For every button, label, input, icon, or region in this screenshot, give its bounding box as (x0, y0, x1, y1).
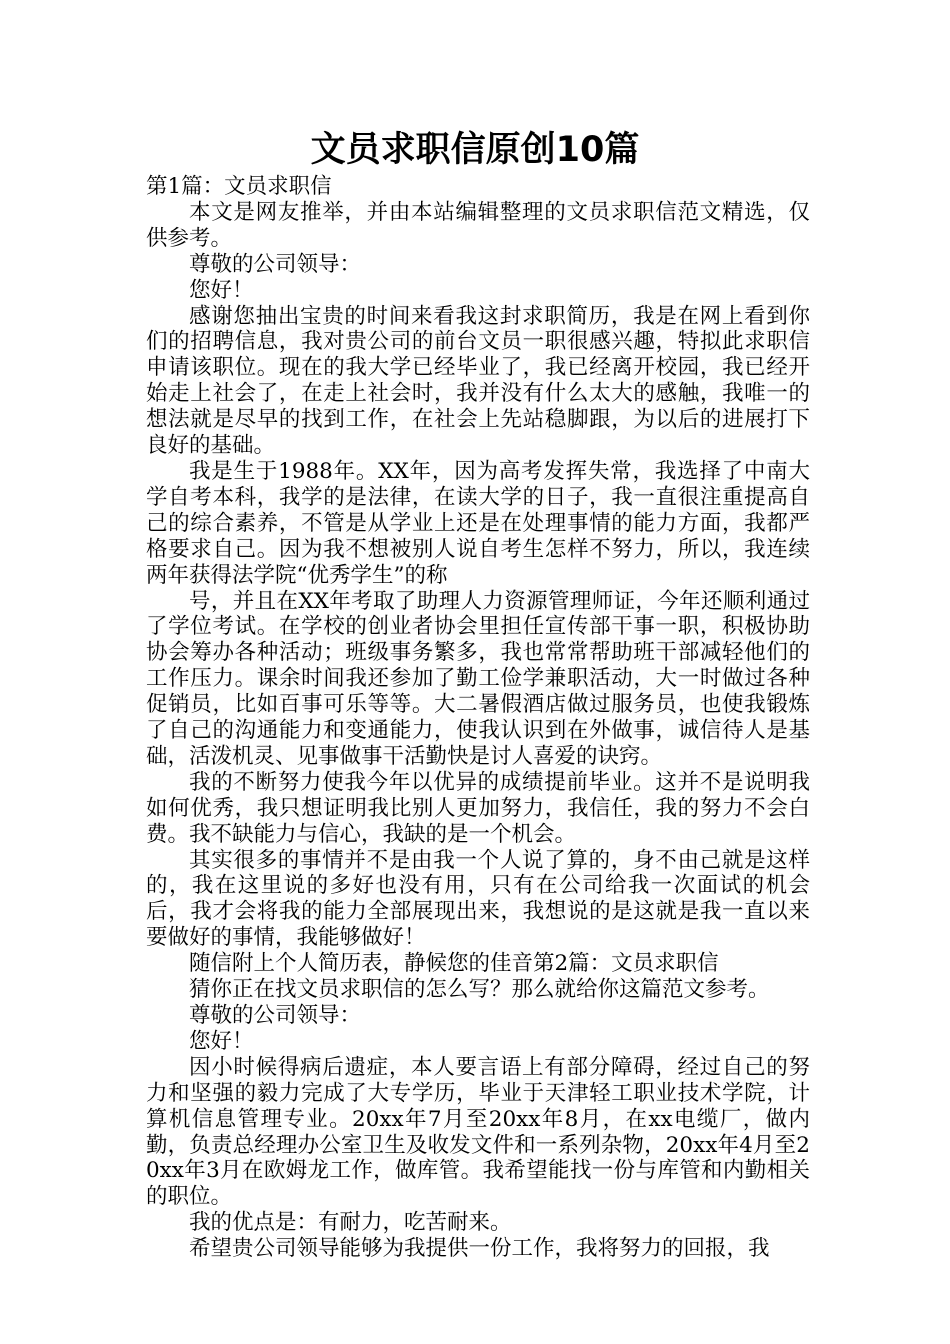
salutation: 尊敬的公司领导： (189, 1003, 362, 1028)
paragraph: 我的不断努力使我今年以优异的成绩提前毕业。这并不是说明我如何优秀，我只想证明我比别人更加努力，我信任，我的努力不会白费。我不缺能力与信心，我缺的是一个机会。 (146, 769, 810, 847)
paragraph: 因小时候得病后遗症，本人要言语上有部分障碍，经过自己的努力和坚强的毅力完成了大专学历，毕业于天津轻工职业技术学院，计算机信息管理专业。20xx年7月至20xx年8月，在xx电缆厂，做内勤，负责总经理办公室卫生及收发文件和一系列杂物，20xx年4月至20xx年3月在欧姆龙工作，做库管。我希望能找一份与库管和内勤相关的职位。 (146, 1054, 810, 1210)
paragraph: 猜你正在找文员求职信的怎么写？那么就给你这篇范文参考。 (189, 977, 770, 1003)
greeting: 您好！ (189, 1028, 254, 1054)
paragraph: 我是生于1988年。XX年，因为高考发挥失常，我选择了中南大学自考本科，我学的是法律，在读大学的日子，我一直很注重提高自己的综合素养，不管是从学业上还是在处理事情的能力方面，我都严格要求自己。因为我不想被别人说自考生怎样不努力，所以，我连续两年获得法学院“优秀学生”的称 (146, 458, 810, 588)
section-heading: 第1篇：文员求职信 (146, 174, 332, 199)
paragraph: 本文是网友推举，并由本站编辑整理的文员求职信范文精选，仅供参考。 (146, 199, 810, 251)
paragraph: 感谢您抽出宝贵的时间来看我这封求职简历，我是在网上看到你们的招聘信息，我对贵公司的前台文员一职很感兴趣，特拟此求职信申请该职位。现在的我大学已经毕业了，我已经离开校园，我已经开始走上社会了，在走上社会时，我并没有什么太大的感触，我唯一的想法就是尽早的找到工作，在社会上先站稳脚跟，为以后的进展打下良好的基础。 (146, 303, 810, 459)
paragraph: 随信附上个人简历表，静候您的佳音第2篇：文员求职信 (189, 951, 719, 977)
document-body (146, 174, 810, 1262)
paragraph: 号，并且在XX年考取了助理人力资源管理师证，今年还顺利通过了学位考试。在学校的创业者协会里担任宣传部干事一职，积极协助协会筹办各种活动；班级事务繁多，我也常常帮助班干部减轻他们的工作压力。课余时间我还参加了勤工俭学兼职活动，大一时做过各种促销员，比如百事可乐等等。大二暑假酒店做过服务员，也使我锻炼了自己的沟通能力和变通能力，使我认识到在外做事，诚信待人是基础，活泼机灵、见事做事干活勤快是讨人喜爱的诀窍。 (146, 588, 810, 769)
paragraph: 我的优点是：有耐力，吃苦耐来。 (189, 1210, 512, 1236)
document-title: 文员求职信原创10篇 (310, 130, 640, 170)
salutation: 尊敬的公司领导： (189, 251, 362, 277)
greeting: 您好！ (189, 277, 254, 303)
paragraph: 其实很多的事情并不是由我一个人说了算的，身不由己就是这样的，我在这里说的多好也没有用，只有在公司给我一次面试的机会后，我才会将我的能力全部展现出来，我想说的是这就是我一直以来要做好的事情，我能够做好！ (146, 847, 810, 951)
paragraph: 希望贵公司领导能够为我提供一份工作，我将努力的回报，我 (189, 1236, 770, 1262)
